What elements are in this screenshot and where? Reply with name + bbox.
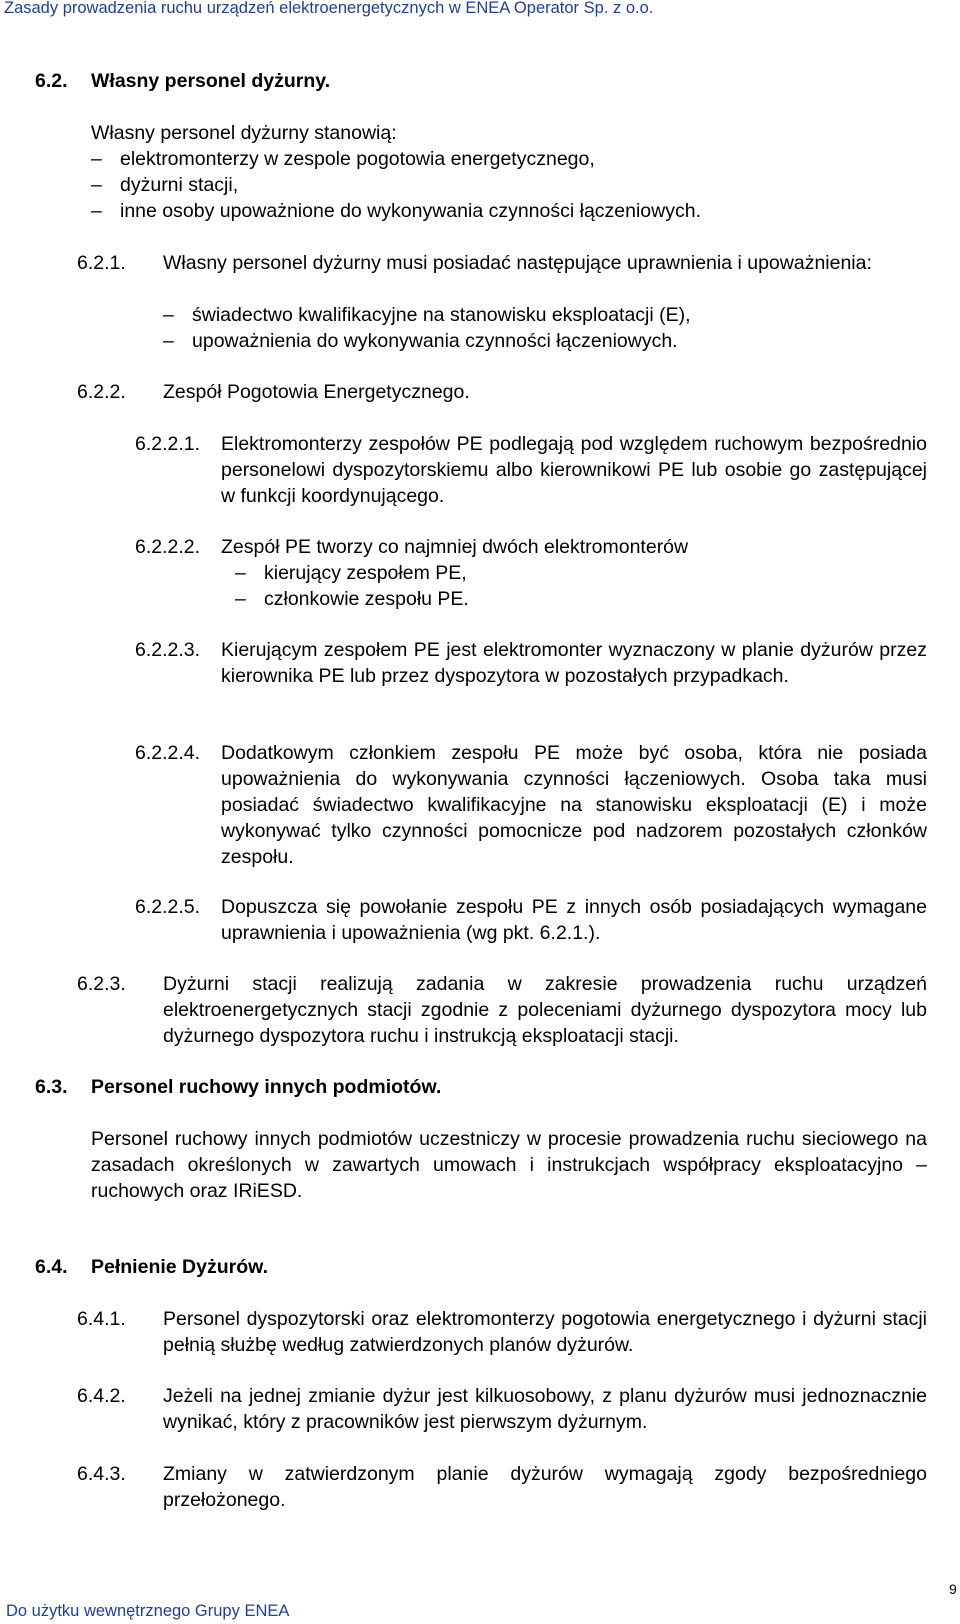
list-bullet: –: [235, 588, 246, 610]
section-number-6-2-3: 6.2.3.: [77, 973, 126, 995]
list-item-6-2: dyżurni stacji,: [120, 174, 239, 196]
paragraph-6-2-2-5: Dopuszcza się powołanie zespołu PE z innych osób posiadających wymagane uprawnienia i upoważnienia (wg pkt. 6.2.1.).: [221, 896, 927, 944]
section-title-6-4: Pełnienie Dyżurów.: [91, 1256, 268, 1278]
paragraph-6-2-2-4: Dodatkowym członkiem zespołu PE może być osoba, która nie posiada upoważnienia do wykonywania czynności łączeniowych. Osoba taka musi posiadać świadectwo kwalifikacyjne na stanowisku eksploatacji (E) i może wykonywać tylko czynności pomocnicze pod nadzorem pozostałych członków zespołu.: [221, 742, 927, 868]
list-item-6-2-1: upoważnienia do wykonywania czynności łączeniowych.: [192, 330, 678, 352]
section-number-6-2-2-3: 6.2.2.3.: [135, 639, 201, 661]
document-footer: Do użytku wewnętrznego Grupy ENEA: [6, 1602, 290, 1620]
section-number-6-4: 6.4.: [35, 1256, 68, 1278]
list-item-6-2-2-2: kierujący zespołem PE,: [264, 562, 467, 584]
section-number-6-2-2-1: 6.2.2.1.: [135, 433, 201, 455]
section-number-6-3: 6.3.: [35, 1076, 68, 1098]
list-bullet: –: [235, 562, 246, 584]
paragraph-6-3: Personel ruchowy innych podmiotów uczestniczy w procesie prowadzenia ruchu sieciowego na zasadach określonych w zawartych umowach i instrukcjach współpracy eksploatacyjno – ruchowych oraz IRiESD.: [91, 1128, 927, 1202]
section-title-6-3: Personel ruchowy innych podmiotów.: [91, 1076, 442, 1098]
paragraph-6-2-2-3: Kierującym zespołem PE jest elektromonter wyznaczony w planie dyżurów przez kierownika PE lub przez dyspozytora w pozostałych przypadkach.: [221, 639, 927, 687]
paragraph-6-2-3: Dyżurni stacji realizują zadania w zakresie prowadzenia ruchu urządzeń elektroenergetycznych stacji zgodnie z poleceniami dyżurnego dyspozytora mocy lub dyżurnego dyspozytora ruchu i instrukcją eksploatacji stacji.: [163, 973, 927, 1047]
paragraph-6-2-2-2: Zespół PE tworzy co najmniej dwóch elektromonterów: [221, 536, 689, 558]
list-item-6-2: inne osoby upoważnione do wykonywania czynności łączeniowych.: [120, 200, 702, 222]
section-number-6-2-1: 6.2.1.: [77, 252, 126, 274]
section-title-6-2: Własny personel dyżurny.: [91, 70, 331, 92]
list-item-6-2-2-2: członkowie zespołu PE.: [264, 588, 469, 610]
paragraph-6-4-1: Personel dyspozytorski oraz elektromonterzy pogotowia energetycznego i dyżurni stacji pełnią służbę według zatwierdzonych planów dyżurów.: [163, 1308, 927, 1356]
section-number-6-2: 6.2.: [35, 70, 68, 92]
list-bullet: –: [91, 148, 102, 170]
list-item-6-2: elektromonterzy w zespole pogotowia energetycznego,: [120, 148, 595, 170]
section-number-6-2-2: 6.2.2.: [77, 381, 126, 403]
section-number-6-4-1: 6.4.1.: [77, 1308, 126, 1330]
page-number: 9: [949, 1581, 957, 1597]
paragraph-6-4-2: Jeżeli na jednej zmianie dyżur jest kilkuosobowy, z planu dyżurów musi jednoznacznie wynikać, który z pracowników jest pierwszym dyżurnym.: [163, 1385, 927, 1433]
section-number-6-4-3: 6.4.3.: [77, 1463, 126, 1485]
paragraph-6-2-2-1: Elektromonterzy zespołów PE podlegają pod względem ruchowym bezpośrednio personelowi dyspozytorskiemu albo kierownikowi PE lub osobie go zastępującej w funkcji koordynującego.: [221, 433, 927, 507]
list-bullet: –: [163, 304, 174, 326]
paragraph-6-2-intro: Własny personel dyżurny stanowią:: [91, 122, 397, 144]
document-header: Zasady prowadzenia ruchu urządzeń elektroenergetycznych w ENEA Operator Sp. z o.o.: [4, 0, 654, 17]
section-number-6-2-2-5: 6.2.2.5.: [135, 896, 201, 918]
paragraph-6-4-3: Zmiany w zatwierdzonym planie dyżurów wymagają zgody bezpośredniego przełożonego.: [163, 1463, 927, 1511]
list-bullet: –: [91, 200, 102, 222]
paragraph-6-2-1: Własny personel dyżurny musi posiadać następujące uprawnienia i upoważnienia:: [163, 252, 872, 274]
section-number-6-2-2-2: 6.2.2.2.: [135, 536, 201, 558]
list-bullet: –: [91, 174, 102, 196]
list-bullet: –: [163, 330, 174, 352]
list-item-6-2-1: świadectwo kwalifikacyjne na stanowisku eksploatacji (E),: [192, 304, 691, 326]
section-number-6-2-2-4: 6.2.2.4.: [135, 742, 201, 764]
section-title-6-2-2: Zespół Pogotowia Energetycznego.: [163, 381, 470, 403]
section-number-6-4-2: 6.4.2.: [77, 1385, 126, 1407]
